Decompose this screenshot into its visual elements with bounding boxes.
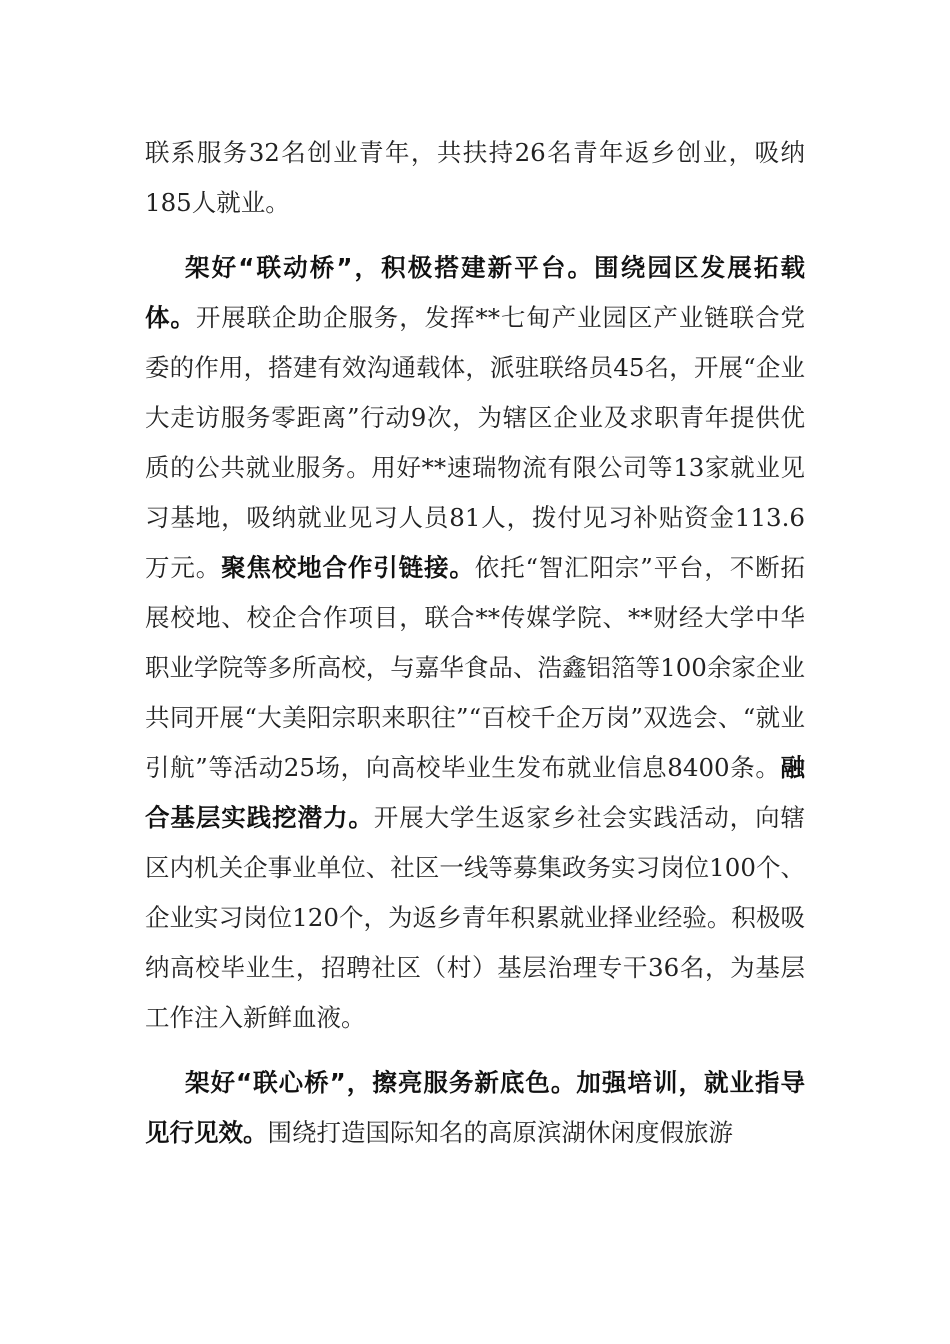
paragraph-2-text-1: 开展联企助企服务，发挥**七甸产业园区产业链联合党委的作用，搭建有效沟通载体，派驻联络员45名，开展“企业大走访服务零距离”行动9次，为辖区企业及求职青年提供优质的公共就业服务。用好**速瑞物流有限公司等13家就业见习基地，吸纳就业见习人员81人，拨付见习补贴资金113.6万元。 <box>145 303 806 582</box>
document-body <box>145 128 805 1158</box>
paragraph-1 <box>145 128 805 228</box>
paragraph-2-subheading-3: 融合基层实践挖潜力。 <box>145 753 805 832</box>
paragraph-2 <box>145 243 805 1043</box>
paragraph-2-heading: 架好“联动桥”，积极搭建新平台。 <box>185 253 595 282</box>
paragraph-1-text: 联系服务32名创业青年，共扶持26名青年返乡创业，吸纳185人就业。 <box>145 138 805 217</box>
paragraph-2-text-3: 开展大学生返家乡社会实践活动，向辖区内机关企事业单位、社区一线等募集政务实习岗位100个、企业实习岗位120个，为返乡青年积累就业择业经验。积极吸纳高校毕业生，招聘社区（村）基层治理专干36名，为基层工作注入新鲜血液。 <box>145 803 805 1032</box>
paragraph-3-subheading-1: 加强培训，就业指导见行见效。 <box>145 1068 806 1147</box>
paragraph-2-text-2: 依托“智汇阳宗”平台，不断拓展校地、校企合作项目，联合**传媒学院、**财经大学中华职业学院等多所高校，与嘉华食品、浩鑫铝箔等100余家企业共同开展“大美阳宗职来职往”“百校千企万岗”双选会、“就业引航”等活动25场，向高校毕业生发布就业信息8400条。 <box>145 553 806 782</box>
paragraph-2-subheading-2: 聚焦校地合作引链接。 <box>221 553 475 582</box>
paragraph-3-heading: 架好“联心桥”，擦亮服务新底色。 <box>185 1068 577 1097</box>
paragraph-2-subheading-1: 围绕园区发展拓载体。 <box>145 253 806 332</box>
paragraph-3 <box>145 1058 805 1158</box>
paragraph-3-text-1: 围绕打造国际知名的高原滨湖休闲度假旅游 <box>267 1118 733 1147</box>
